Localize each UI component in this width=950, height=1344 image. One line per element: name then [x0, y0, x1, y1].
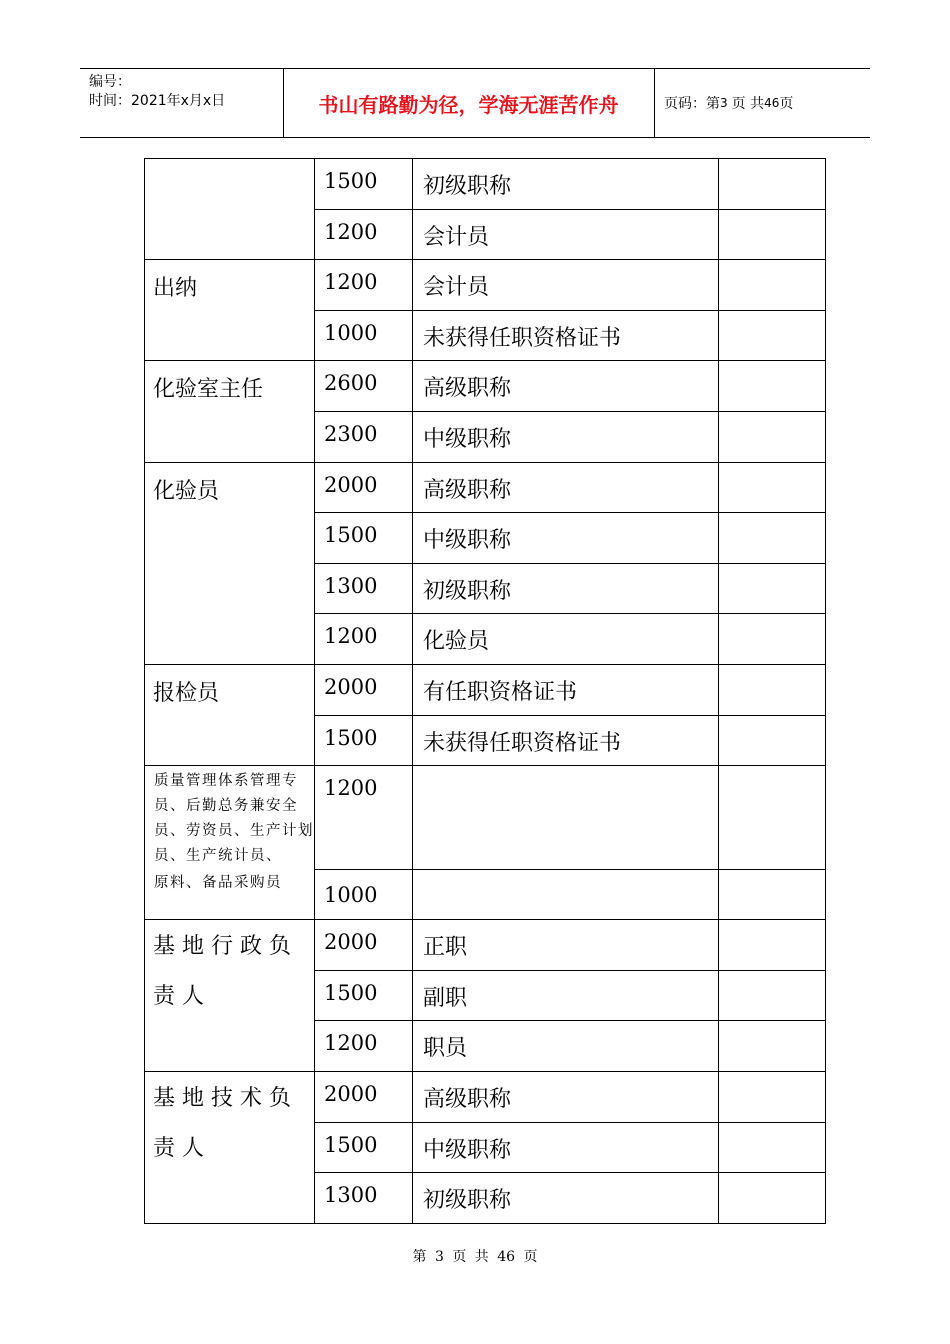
- position-cell: 质量管理体系管理专员、后勤总务兼安全员、劳资员、生产计划员、生产统计员、: [145, 766, 315, 870]
- condition-cell: 初级职称: [413, 1173, 719, 1224]
- amount-cell: 2000: [315, 920, 413, 971]
- condition-cell: 未获得任职资格证书: [413, 310, 719, 361]
- condition-cell: 中级职称: [413, 1122, 719, 1173]
- table-row: [145, 1072, 826, 1123]
- header-meta: [89, 73, 225, 111]
- footer-prefix: 第: [412, 1249, 427, 1265]
- condition-cell: 初级职称: [413, 563, 719, 614]
- amount-cell: 1200: [315, 209, 413, 260]
- condition-cell: 初级职称: [413, 159, 719, 210]
- note-cell: [719, 209, 826, 260]
- table-row: [145, 766, 826, 870]
- table-row: [145, 664, 826, 715]
- amount-cell: 1200: [315, 766, 413, 870]
- note-cell: [719, 411, 826, 462]
- note-cell: [719, 664, 826, 715]
- amount-cell: 1200: [315, 1021, 413, 1072]
- note-cell: [719, 513, 826, 564]
- note-cell: [719, 260, 826, 311]
- note-cell: [719, 159, 826, 210]
- page-current: 3: [720, 96, 728, 110]
- page-prefix: 页码：第: [664, 96, 720, 112]
- table-row: [145, 260, 826, 311]
- note-cell: [719, 1122, 826, 1173]
- condition-cell: 正职: [413, 920, 719, 971]
- note-cell: [719, 766, 826, 870]
- page-total: 46: [764, 96, 780, 110]
- amount-cell: 1200: [315, 260, 413, 311]
- amount-cell: 1500: [315, 1122, 413, 1173]
- position-cell: [145, 159, 315, 260]
- footer-mid2: 共: [474, 1249, 489, 1265]
- table-row: [145, 869, 826, 920]
- amount-cell: 1500: [315, 970, 413, 1021]
- table-row: [145, 920, 826, 971]
- note-cell: [719, 614, 826, 665]
- footer-mid1: 页: [452, 1249, 467, 1265]
- note-cell: [719, 920, 826, 971]
- document-number-label: 编号：: [89, 74, 131, 90]
- amount-cell: 1000: [315, 869, 413, 920]
- condition-cell: 高级职称: [413, 1072, 719, 1123]
- page-mid: 页 共: [731, 96, 765, 112]
- amount-cell: 1000: [315, 310, 413, 361]
- position-cell: 出纳: [145, 260, 315, 361]
- position-cell-continued: 原料、备品采购员: [145, 869, 315, 920]
- header-motto: 书山有路勤为径，学海无涯苦作舟: [318, 92, 619, 117]
- condition-cell: 高级职称: [413, 462, 719, 513]
- amount-cell: 2000: [315, 1072, 413, 1123]
- footer-total-pages: 46: [497, 1249, 516, 1265]
- condition-cell: 中级职称: [413, 513, 719, 564]
- condition-cell: 职员: [413, 1021, 719, 1072]
- position-cell: 基地行政负责人: [145, 920, 315, 1072]
- salary-table: [144, 158, 826, 1224]
- condition-cell: 化验员: [413, 614, 719, 665]
- page-suffix: 页: [779, 96, 794, 112]
- position-cell: 基地技术负责人: [145, 1072, 315, 1224]
- footer-current-page: 3: [434, 1249, 444, 1265]
- position-cell: 化验员: [145, 462, 315, 664]
- amount-cell: 2000: [315, 462, 413, 513]
- condition-cell: 会计员: [413, 209, 719, 260]
- condition-cell: 未获得任职资格证书: [413, 715, 719, 766]
- table-row: [145, 159, 826, 210]
- page-footer: [0, 1246, 950, 1266]
- footer-suffix: 页: [523, 1249, 538, 1265]
- amount-cell: 1300: [315, 563, 413, 614]
- amount-cell: 2000: [315, 664, 413, 715]
- amount-cell: 1500: [315, 159, 413, 210]
- amount-cell: 1500: [315, 513, 413, 564]
- note-cell: [719, 361, 826, 412]
- note-cell: [719, 869, 826, 920]
- condition-cell: 中级职称: [413, 411, 719, 462]
- note-cell: [719, 970, 826, 1021]
- condition-cell: [413, 869, 719, 920]
- note-cell: [719, 563, 826, 614]
- table-row: [145, 462, 826, 513]
- position-cell: 报检员: [145, 664, 315, 765]
- position-cell: 化验室主任: [145, 361, 315, 462]
- note-cell: [719, 462, 826, 513]
- page-header: [80, 68, 870, 138]
- note-cell: [719, 1021, 826, 1072]
- condition-cell: 会计员: [413, 260, 719, 311]
- amount-cell: 1200: [315, 614, 413, 665]
- note-cell: [719, 715, 826, 766]
- note-cell: [719, 1072, 826, 1123]
- condition-cell: [413, 766, 719, 870]
- condition-cell: 高级职称: [413, 361, 719, 412]
- document-date: 时间：2021年x月x日: [89, 93, 226, 109]
- amount-cell: 2600: [315, 361, 413, 412]
- table-row: [145, 361, 826, 412]
- amount-cell: 1500: [315, 715, 413, 766]
- amount-cell: 2300: [315, 411, 413, 462]
- condition-cell: 有任职资格证书: [413, 664, 719, 715]
- amount-cell: 1300: [315, 1173, 413, 1224]
- header-divider: [654, 69, 655, 137]
- note-cell: [719, 310, 826, 361]
- header-page-indicator: [664, 69, 793, 137]
- note-cell: [719, 1173, 826, 1224]
- condition-cell: 副职: [413, 970, 719, 1021]
